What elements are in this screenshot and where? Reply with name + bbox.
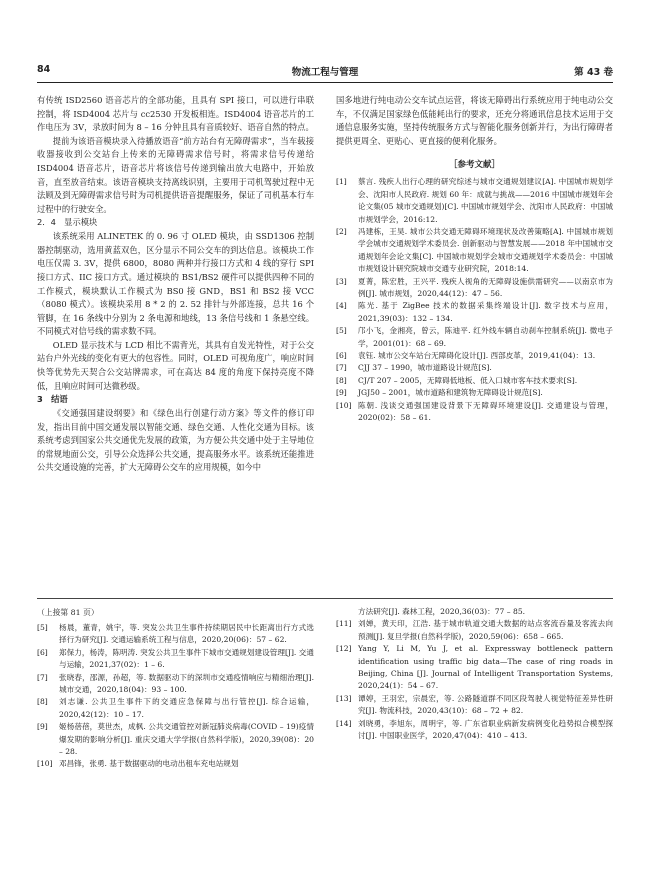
reference-number: [4]: [336, 301, 347, 311]
reference-number: [10]: [37, 759, 53, 769]
reference-text: 陈朝. 浅谈交通强国建设背景下无障碍环境建设[J]. 交通建设与管理，2020(02)：58 – 61.: [358, 400, 613, 423]
reference-item: [336, 176, 613, 226]
reference-number: [5]: [336, 326, 347, 336]
reference-number: [9]: [336, 388, 347, 398]
journal-title: 物流工程与管理: [291, 67, 359, 78]
reference-number: [10]: [336, 400, 352, 410]
reference-item: [336, 375, 613, 387]
paragraph: 《交通强国建设纲要》和《绿色出行创建行动方案》等文件的修订印发，指出目前中国交通发展以智能交通、绿色交通、人性化交通为目标。该系统考虑到国家公共交通优先发展的政策，为方便公共交通中处于主导地位的常规地面公交，引导公众选择公共交通，提高服务水平。该系统还能推进公共交通设施的完善，扩大无障碍公交车的应用规模，如今中: [37, 408, 314, 473]
reference-text: 方法研究[J]. 森林工程，2020,36(03)：77 – 85.: [358, 607, 526, 616]
paragraph: OLED 显示技术与 LCD 相比不需背光，其具有自发光特性，对于公交站台户外光线的变化有更大的包容性。同时，OLED 可视角度广，响应时间快等优势先天契合公交站牌需求，可在高达 84 度的角度下保持亮度不降低，且响应时间可达微秒级。: [37, 339, 314, 391]
reference-text: 袁钰. 城市公交车站台无障碍化设计[J]. 西部皮革，2019,41(04)：13.: [358, 351, 596, 361]
continued-from-note: （上接第 81 页）: [37, 608, 99, 617]
reference-text: 邝小飞，金湘亮，曾云，陈迪平. 红外线车辆自动刹车控制系统[J]. 微电子学，2001(01)：68 – 69.: [358, 326, 613, 348]
reference-text: 张晓春，邵源，孙超，等. 数据驱动下的深圳市交通疫情响应与精细治理[J]. 城市交通，2020,18(04)：93 – 100.: [59, 672, 314, 695]
reference-number: [8]: [336, 375, 347, 385]
reference-item: [336, 643, 613, 693]
reference-item: [37, 622, 314, 647]
reference-text: 谭婷，王羽宏，宗晨宏，等. 公路隧道群不同区段驾驶人视觉特征差异性研究[J]. 物流科技，2020,43(10)：68 – 72 + 82.: [358, 693, 613, 716]
reference-text: 杨晨，董青，姚宇，等. 突发公共卫生事件持续期居民中长距离出行方式选择行为研究[J]. 交通运输系统工程与信息，2020,20(06)：57 – 62.: [59, 623, 314, 645]
reference-text: 刘晓勇，李旭东，周明宇，等. 广东省职业病新发病例变化趋势拟合模型探讨[J]. 中国职业医学，2020,47(04)：410 – 413.: [358, 718, 613, 741]
reference-number: [6]: [37, 647, 48, 657]
reference-item: [37, 696, 314, 721]
reference-item: [336, 400, 613, 425]
continued-refs-right: [336, 606, 613, 742]
reference-item: [37, 647, 314, 672]
reference-number: [13]: [336, 693, 352, 703]
reference-number: [2]: [336, 227, 347, 236]
left-column: [37, 94, 314, 588]
volume-label: 第 43 卷: [574, 67, 613, 78]
reference-number: [336, 606, 358, 618]
reference-text: 郑保力，杨涛，陈明涛. 突发公共卫生事件下城市交通规划建设管理[J]. 交通与运输，2021,37(02)：1 – 6.: [59, 647, 314, 670]
reference-text: CJJ 37 – 1990，城市道路设计规范[S].: [358, 363, 492, 373]
header-rule: [37, 82, 613, 83]
reference-number: [7]: [336, 363, 347, 373]
reference-number: [6]: [336, 351, 347, 361]
reference-item: [336, 693, 613, 718]
reference-text: JGJ50 – 2001，城市道路和建筑物无障碍设计规范[S].: [358, 388, 543, 398]
references-title: ［参考文献］: [448, 160, 500, 171]
paragraph: 该系统采用 ALINETEK 的 0. 96 寸 OLED 模块，由 SSD1306 控制器控制驱动，选用黄蓝双色，区分显示不同公交车的到达信息。该模块工作电压仅需 3. 3V，提供 6800，8080 两种并行接口方式和 4 线的穿行 SPI 接口方式、IIC 接口方式。通过模块的 BS1/BS2 硬件可以提供四种不同的工作模式，模块默认工作模式为 BS0 接 GND，BS1 和 BS2 接 VCC（8080 模式）。该模块采用 8 * 2 的 2. 52 排针与外部连接，总共 16 个管脚，在 16 条线中分别为 2 条电源和地线，13 条信号线和 1 条悬空线。不同模式对信号线的需求数不同。: [37, 231, 314, 337]
continued-refs-left: [37, 606, 314, 771]
reference-number: [8]: [37, 697, 48, 707]
paragraph: 国多地进行纯电动公交车试点运营，将该无障碍出行系统应用于纯电动公交车，不仅满足国家绿色低能耗出行的要求，还充分将通讯信息技术运用于交通信息服务实施，坚持传统服务方式与智能化服务创新并行，为出行障碍者提供更周全、更贴心、更直接的便利化服务。: [336, 95, 613, 146]
reference-text: 邓昌锋，张勇. 基于数据驱动的电动出租车充电站规划: [59, 759, 239, 769]
reference-number: [3]: [336, 276, 347, 286]
reference-text: 夏菁，陈宏胜，王兴平. 残疾人视角的无障碍设施供需研究——以南京市为例[J]. 城市规划，2020,44(12)：47 – 56.: [358, 276, 613, 299]
reference-text: 刘婵，黄天印，江浩. 基于城市轨道交通大数据的站点客流吞量及客流去向预测[J]. 复旦学报(自然科学版)，2020,59(06)：658 – 665.: [358, 619, 613, 641]
reference-text: 蔡言. 残疾人出行心理的研究综述与城市交通规划建议[A]. 中国城市规划学会、沈阳市人民政府. 规划 60 年：成就与挑战——2016 中国城市规划年会论文集(05 城市交通规划)[C]. 中国城市规划学会、沈阳市人民政府：中国城市规划学会，2016:12.: [358, 177, 613, 224]
reference-text: 姬杨蓓蓓，莫世杰，成枫. 公共交通管控对新冠肺炎病毒(COVID – 19)疫情爆发期的影响分析[J]. 重庆交通大学学报(自然科学版)，2020,39(08)：20 – 28.: [59, 722, 314, 757]
reference-number: [1]: [336, 177, 347, 187]
reference-text: 陈光. 基于 ZigBee 技术的数据采集终端设计[J]. 数字技术与应用，2021,39(03)：132 – 134.: [358, 301, 613, 323]
reference-item: [336, 325, 613, 350]
reference-number: [9]: [37, 722, 48, 732]
reference-text: Yang Y, Li M, Yu J, et al. Expressway bottleneck pattern identification using traffic big data—The case of ring roads in Beijing, China [J]. Journal of Intelligent Transportation Systems, 2020,24(1)：54 – 67.: [358, 644, 613, 691]
reference-text: CJ/T 207 – 2005，无障碍低地板、低入口城市客车技术要求[S].: [358, 375, 578, 385]
reference-list: [37, 622, 314, 771]
reference-item: [336, 387, 613, 399]
reference-item: [336, 718, 613, 743]
reference-item: [336, 606, 613, 618]
reference-text: 刘志谦. 公共卫生事件下的交通应急保障与出行管控[J]. 综合运输，2020,42(12)：10 – 17.: [59, 697, 314, 719]
reference-item: [336, 362, 613, 374]
reference-number: [14]: [336, 718, 352, 728]
page-number: 84: [37, 64, 51, 75]
reference-item: [336, 300, 613, 325]
reference-item: [336, 618, 613, 643]
reference-item: [336, 276, 613, 301]
reference-number: [7]: [37, 672, 48, 682]
reference-item: [336, 350, 613, 362]
section-divider: [37, 598, 613, 599]
paragraph: 有传统 ISD2560 语音芯片的全部功能，且具有 SPI 接口，可以进行串联控制，将 ISD4004 芯片与 cc2530 开发板相连。ISD4004 语音芯片的工作电压为 3V，录放时间为 8 – 16 分钟且具有音质较好、语音自然的特点。: [37, 95, 314, 133]
reference-text: 冯建栋，王昊. 城市公共交通无障碍环境现状及改善策略[A]. 中国城市规划学会城市交通规划学术委员会. 创新驱动与智慧发展——2018 年中国城市交通规划年会论文集[C]. 中国城市规划学会城市交通规划学术委员会：中国城市规划设计研究院城市交通专业研究院，2018:14.: [358, 227, 613, 274]
reference-item: [37, 758, 314, 770]
paragraph: 提前为该语音模块录入待播放语音“前方站台有无障碍需求”，当车载接收器接收到公交站台上传来的无障碍需求信号时，将需求信号传递给 ISD4004 语音芯片，语音芯片将该信号传递到输出放大电路中，开始放音，直至放音结束。该语音模块支持离线识别，主要用于司机驾驶过程中无法顾及到无障碍需求信号时为司机提供语音提醒服务，保证了司机基本行车过程中的行驶安全。: [37, 135, 314, 214]
section-heading-2-4: 2．4 显示模块: [37, 217, 98, 228]
reference-number: [5]: [37, 623, 48, 632]
reference-number: [12]: [336, 644, 352, 654]
reference-item: [336, 226, 613, 276]
right-column: [336, 94, 613, 588]
reference-item: [37, 721, 314, 758]
section-heading-3: 3 结语: [37, 394, 68, 405]
reference-list: [336, 606, 613, 742]
reference-item: [37, 672, 314, 697]
reference-number: [11]: [336, 619, 352, 629]
running-header: [37, 64, 613, 80]
reference-list: [336, 176, 613, 424]
